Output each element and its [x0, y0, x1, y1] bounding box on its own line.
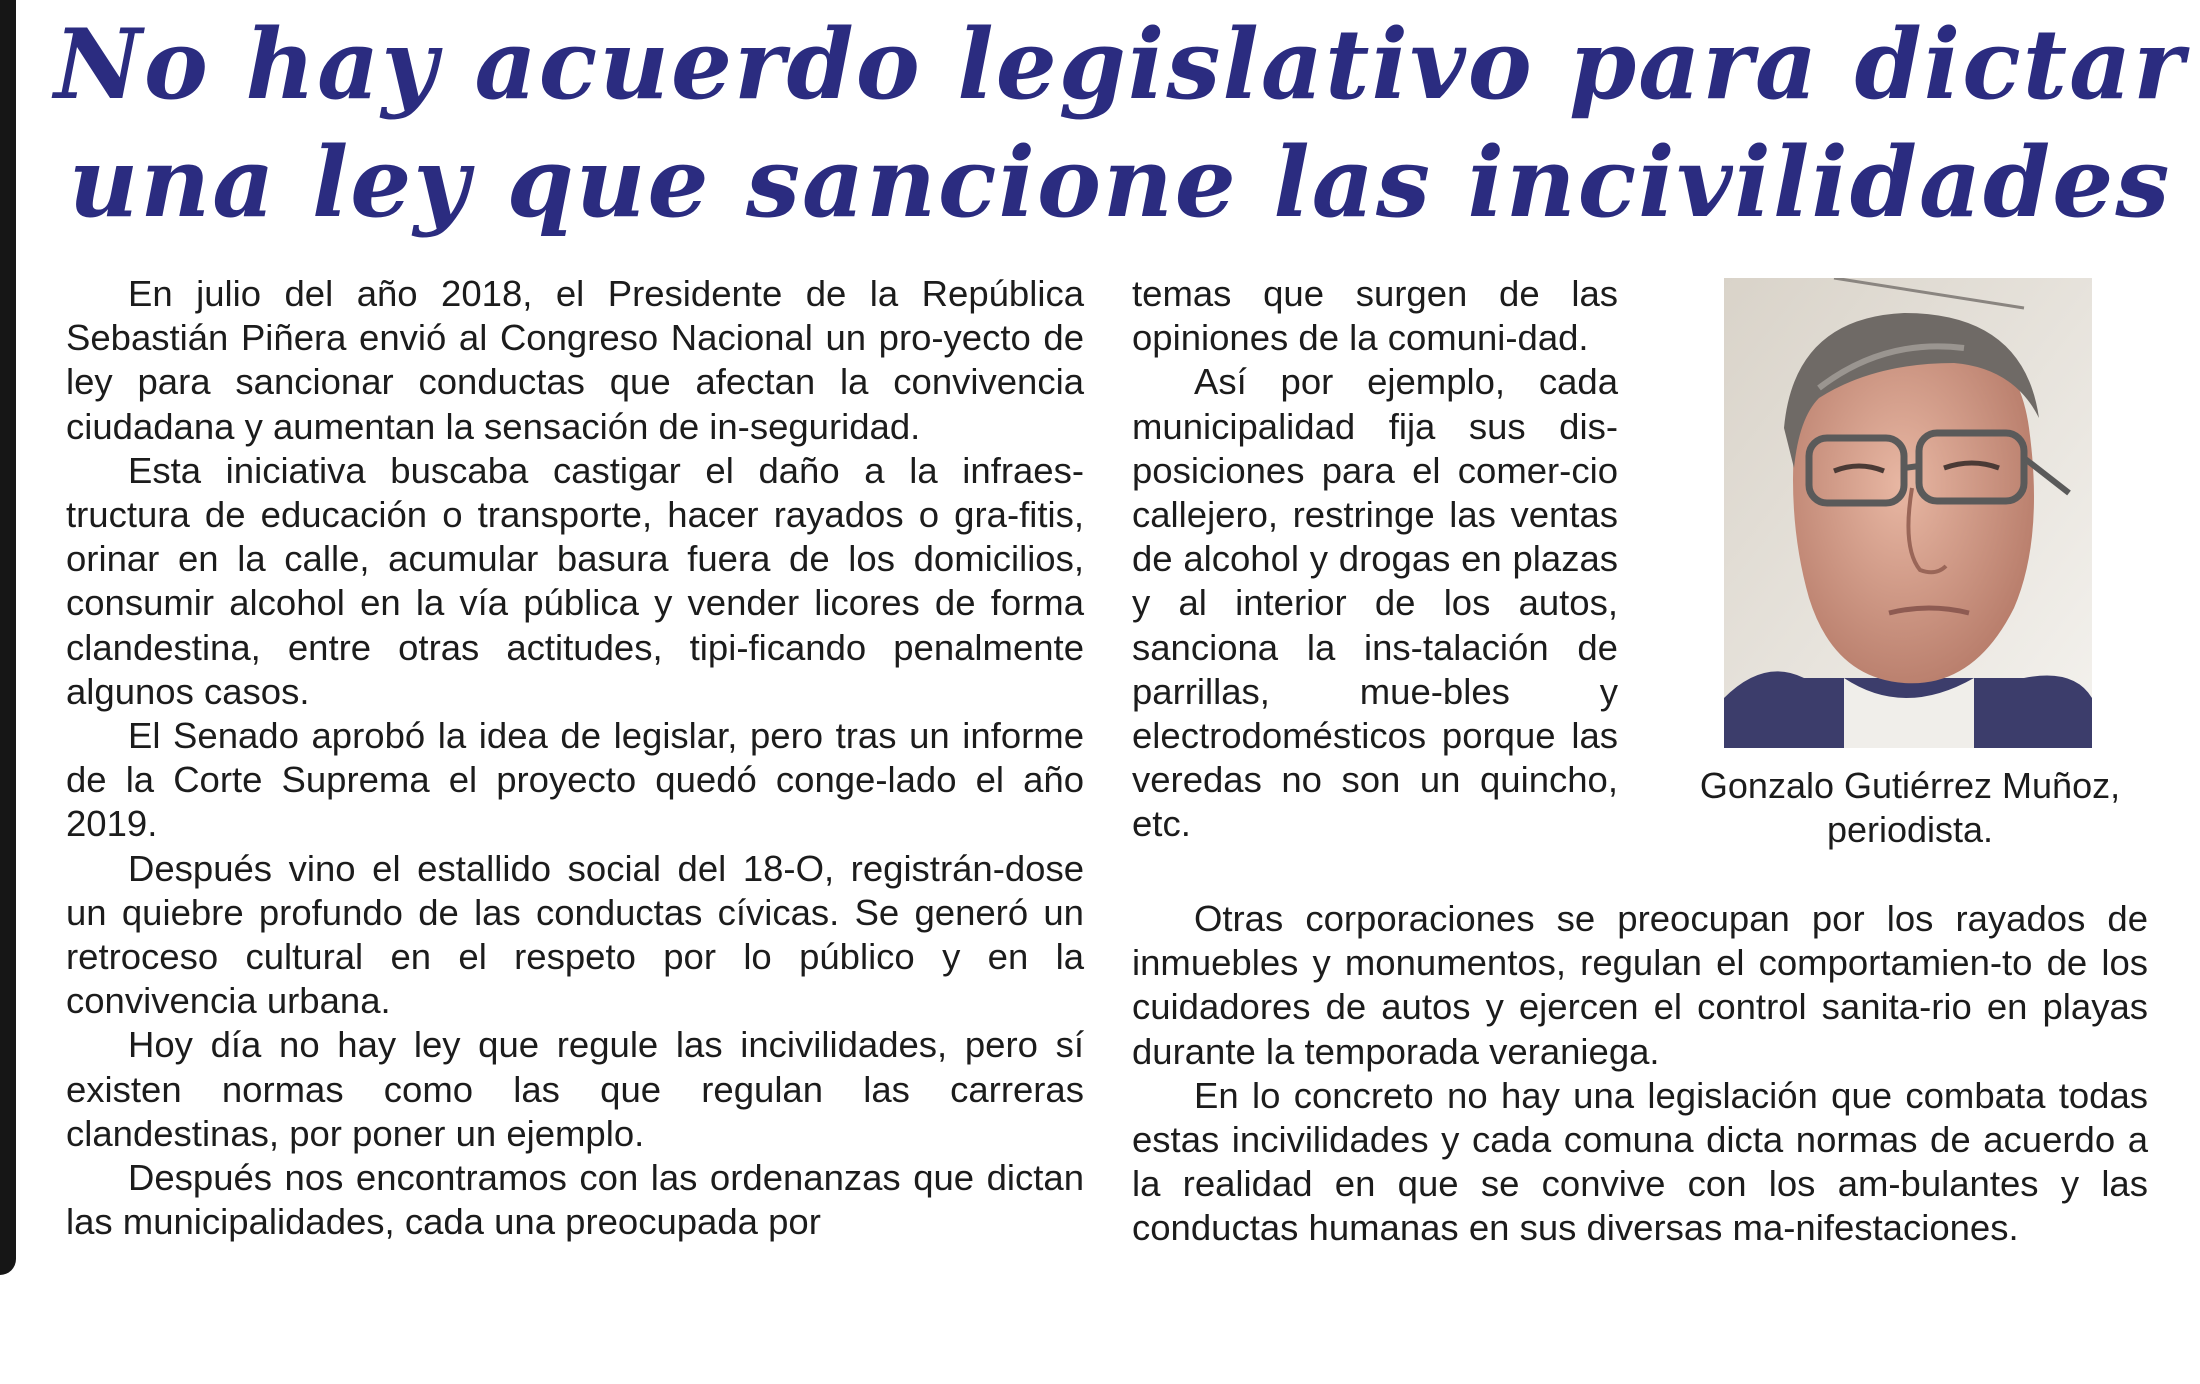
- column2-paragraph-2: Así por ejemplo, cada municipalidad fija sus dis-posiciones para el comer-cio callejero, restringe las ventas de alcohol y drogas en plazas y al interior de los autos, sanciona la ins-talación de parrillas, mue-bles y electrodomésticos porque las veredas no son un quincho, etc.: [1132, 361, 1618, 845]
- column1-paragraph-6: Después nos encontramos con las ordenanzas que dictan las municipalidades, cada una preocupada por: [66, 1157, 1084, 1243]
- author-caption: [1640, 764, 2180, 852]
- headline-line-2: una ley que sancione las incivilidades: [68, 126, 2172, 239]
- column1-paragraph-1: En julio del año 2018, el Presidente de la República Sebastián Piñera envió al Congreso Nacional un pro-yecto de ley para sancionar conductas que afectan la convivencia ciudadana y aumentan la sensación de in-seguridad.: [66, 273, 1084, 447]
- article-column-1: [66, 272, 1084, 1244]
- column1-paragraph-2: Esta iniciativa buscaba castigar el daño a la infraes-tructura de educación o transporte, hacer rayados o gra-fitis, orinar en la calle, acumular basura fuera de los domicilios, consumir alcohol en la vía pública y vender licores de forma clandestina, entre otras actitudes, tipi-ficando penalmente algunos casos.: [66, 449, 1084, 712]
- article-column-3: [1132, 897, 2148, 1251]
- column1-paragraph-5: Hoy día no hay ley que regule las incivilidades, pero sí existen normas como las que regulan las carreras clandestinas, por poner un ejemplo.: [66, 1024, 1084, 1154]
- page-edge-shadow: [0, 0, 16, 1275]
- author-name: Gonzalo Gutiérrez Muñoz,: [1699, 765, 2121, 806]
- author-portrait-illustration: [1724, 278, 2092, 748]
- article-headline: [40, 6, 2200, 242]
- column1-paragraph-3: El Senado aprobó la idea de legislar, pero tras un informe de la Corte Suprema el proyecto quedó conge-lado el año 2019.: [66, 715, 1084, 845]
- column2-paragraph-1: temas que surgen de las opiniones de la comuni-dad.: [1132, 273, 1618, 359]
- author-photo: [1724, 278, 2092, 748]
- column3-paragraph-1: Otras corporaciones se preocupan por los rayados de inmuebles y monumentos, regulan el comportamien-to de los cuidadores de autos y ejercen el control sanita-rio en playas durante la temporada veraniega.: [1132, 898, 2148, 1072]
- author-role: periodista.: [1826, 809, 1994, 850]
- article-column-2: [1132, 272, 1618, 847]
- column1-paragraph-4: Después vino el estallido social del 18-O, registrán-dose un quiebre profundo de las conductas cívicas. Se generó un retroceso cultural en el respeto por lo público y en la convivencia urbana.: [66, 847, 1084, 1022]
- column3-paragraph-2: En lo concreto no hay una legislación que combata todas estas incivilidades y cada comuna dicta normas de acuerdo a la realidad en que se convive con los am-bulantes y las conductas humanas en sus diversas ma-nifestaciones.: [1132, 1074, 2148, 1249]
- headline-line-1: No hay acuerdo legislativo para dictar: [54, 8, 2186, 121]
